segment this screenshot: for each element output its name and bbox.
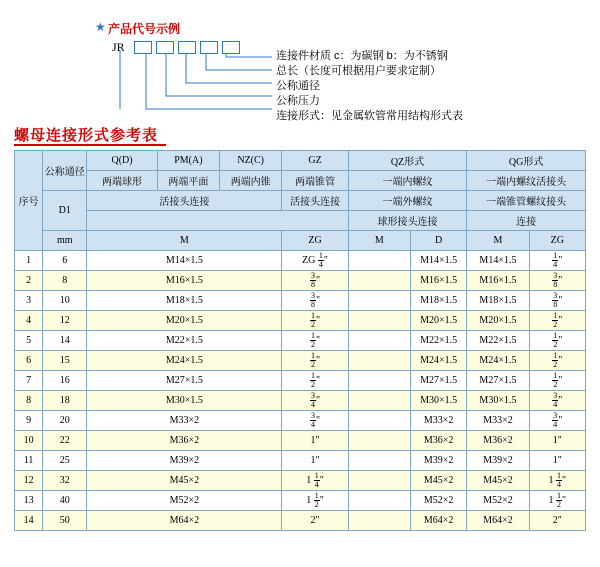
cell-gz: 1 $\frac{1}{4}$ " <box>282 471 348 491</box>
cell-gz: $\frac{3}{4}$ " <box>282 391 348 411</box>
table-row <box>15 311 586 331</box>
cell-index: 5 <box>15 331 43 351</box>
header-union-connection: 活接头连接 <box>87 191 282 211</box>
table-row <box>15 411 586 431</box>
header-group-qz: QZ形式 <box>348 151 467 171</box>
cell-qz-d: M30×1.5 <box>411 391 467 411</box>
header-unit-qg-m: M <box>467 231 529 251</box>
legend-label-nominal-pressure: 公称压力 <box>276 95 320 107</box>
cell-index: 6 <box>15 351 43 371</box>
table-header-row-1 <box>15 151 586 171</box>
cell-index: 8 <box>15 391 43 411</box>
header-gz-desc: 两端锥管 <box>282 171 348 191</box>
cell-dn: 20 <box>43 411 87 431</box>
cell-qz-m <box>348 251 410 271</box>
cell-qz-d: M22×1.5 <box>411 331 467 351</box>
cell-qz-d: M39×2 <box>411 451 467 471</box>
cell-qg-m: M18×1.5 <box>467 291 529 311</box>
cell-qg-m: M36×2 <box>467 431 529 451</box>
cell-dn: 14 <box>43 331 87 351</box>
cell-qg-zg: 2" <box>529 511 585 531</box>
table-header-row-5 <box>15 231 586 251</box>
header-group-gz: GZ <box>282 151 348 171</box>
table-row <box>15 451 586 471</box>
header-qg-connect: 连接 <box>467 211 586 231</box>
table-row <box>15 371 586 391</box>
cell-gz: 1" <box>282 451 348 471</box>
cell-qz-m <box>348 331 410 351</box>
header-qz-desc: 一端内螺纹 <box>348 171 467 191</box>
table-row <box>15 291 586 311</box>
cell-qz-d: M52×2 <box>411 491 467 511</box>
header-d1: D1 <box>43 191 87 231</box>
star-icon: ★ <box>95 20 106 34</box>
cell-dn: 6 <box>43 251 87 271</box>
cell-index: 11 <box>15 451 43 471</box>
header-unit-qg-zg: ZG <box>529 231 585 251</box>
header-nominal-diameter: 公称通径 <box>43 151 87 191</box>
cell-m: M30×1.5 <box>87 391 282 411</box>
table-row <box>15 251 586 271</box>
cell-index: 9 <box>15 411 43 431</box>
cell-qz-m <box>348 491 410 511</box>
header-qd-desc: 两端球形 <box>87 171 157 191</box>
cell-qg-zg: 1" <box>529 451 585 471</box>
section-underline <box>14 144 166 146</box>
cell-m: M33×2 <box>87 411 282 431</box>
cell-qg-m: M22×1.5 <box>467 331 529 351</box>
cell-dn: 15 <box>43 351 87 371</box>
table-row <box>15 391 586 411</box>
cell-qz-d: M36×2 <box>411 431 467 451</box>
legend-label-connection-type: 连接形式：见金属软管常用结构形式表 <box>276 110 463 122</box>
cell-qg-zg: $\frac{1}{2}$ " <box>529 351 585 371</box>
cell-qg-zg: 1" <box>529 431 585 451</box>
cell-qg-m: M16×1.5 <box>467 271 529 291</box>
cell-dn: 32 <box>43 471 87 491</box>
table-row <box>15 351 586 371</box>
cell-m: M20×1.5 <box>87 311 282 331</box>
table-header-row-2 <box>15 171 586 191</box>
section-title: 螺母连接形式参考表 <box>14 127 159 144</box>
header-unit-qz-m: M <box>348 231 410 251</box>
cell-qg-zg: $\frac{1}{4}$ " <box>529 251 585 271</box>
cell-index: 2 <box>15 271 43 291</box>
header-group-qg: QG形式 <box>467 151 586 171</box>
cell-qg-zg: $\frac{1}{2}$ " <box>529 311 585 331</box>
cell-qg-zg: $\frac{3}{4}$ " <box>529 391 585 411</box>
cell-qz-m <box>348 511 410 531</box>
header-gz-union: 活接头连接 <box>282 191 348 211</box>
cell-qg-m: M64×2 <box>467 511 529 531</box>
table-row <box>15 431 586 451</box>
cell-index: 12 <box>15 471 43 491</box>
cell-qg-m: M45×2 <box>467 471 529 491</box>
table-row <box>15 271 586 291</box>
cell-gz: $\frac{1}{2}$ " <box>282 371 348 391</box>
cell-qz-m <box>348 451 410 471</box>
cell-qz-m <box>348 351 410 371</box>
cell-qg-zg: $\frac{1}{2}$ " <box>529 371 585 391</box>
legend-label-nominal-diameter: 公称通径 <box>276 80 320 92</box>
cell-qz-m <box>348 291 410 311</box>
cell-gz: $\frac{1}{2}$ " <box>282 311 348 331</box>
cell-m: M22×1.5 <box>87 331 282 351</box>
cell-qz-m <box>348 311 410 331</box>
cell-index: 1 <box>15 251 43 271</box>
header-unit-qz-d: D <box>411 231 467 251</box>
cell-m: M36×2 <box>87 431 282 451</box>
cell-qg-m: M14×1.5 <box>467 251 529 271</box>
cell-m: M18×1.5 <box>87 291 282 311</box>
legend-label-material: 连接件材质 c：为碳钢 b：为不锈钢 <box>276 50 448 62</box>
cell-m: M45×2 <box>87 471 282 491</box>
cell-qz-m <box>348 411 410 431</box>
table-row <box>15 491 586 511</box>
cell-qg-m: M27×1.5 <box>467 371 529 391</box>
product-code-legend <box>0 0 600 120</box>
cell-gz: $\frac{3}{4}$ " <box>282 411 348 431</box>
cell-qg-m: M20×1.5 <box>467 311 529 331</box>
header-qg-desc: 一端内螺纹活接头 <box>467 171 586 191</box>
cell-dn: 12 <box>43 311 87 331</box>
cell-qz-d: M33×2 <box>411 411 467 431</box>
cell-dn: 25 <box>43 451 87 471</box>
cell-dn: 50 <box>43 511 87 531</box>
cell-m: M16×1.5 <box>87 271 282 291</box>
code-prefix: JR <box>112 40 125 54</box>
cell-qz-d: M45×2 <box>411 471 467 491</box>
cell-gz: 1 $\frac{1}{2}$ " <box>282 491 348 511</box>
header-index: 序号 <box>15 151 43 251</box>
cell-qz-m <box>348 271 410 291</box>
cell-qg-m: M39×2 <box>467 451 529 471</box>
cell-qg-zg: $\frac{3}{4}$ " <box>529 411 585 431</box>
cell-qz-d: M16×1.5 <box>411 271 467 291</box>
cell-qz-m <box>348 371 410 391</box>
cell-m: M39×2 <box>87 451 282 471</box>
cell-gz: ZG $\frac{1}{4}$ " <box>282 251 348 271</box>
table-header-row-4 <box>15 211 586 231</box>
cell-qz-d: M64×2 <box>411 511 467 531</box>
cell-gz: $\frac{3}{8}$ " <box>282 271 348 291</box>
table-header-row-3 <box>15 191 586 211</box>
cell-m: M52×2 <box>87 491 282 511</box>
cell-dn: 40 <box>43 491 87 511</box>
cell-qz-d: M14×1.5 <box>411 251 467 271</box>
cell-dn: 16 <box>43 371 87 391</box>
cell-qg-zg: $\frac{3}{8}$ " <box>529 271 585 291</box>
header-qg-taper-thread: 一端锥管螺纹接头 <box>467 191 586 211</box>
legend-label-total-length: 总长（长度可根据用户要求定制） <box>276 65 441 77</box>
cell-qz-d: M20×1.5 <box>411 311 467 331</box>
header-blank-1 <box>87 211 348 231</box>
cell-gz: 1" <box>282 431 348 451</box>
cell-qz-d: M27×1.5 <box>411 371 467 391</box>
cell-qz-d: M24×1.5 <box>411 351 467 371</box>
table-row <box>15 471 586 491</box>
cell-index: 4 <box>15 311 43 331</box>
table-row <box>15 511 586 531</box>
cell-index: 3 <box>15 291 43 311</box>
cell-m: M14×1.5 <box>87 251 282 271</box>
cell-qg-zg: 1 $\frac{1}{2}$ " <box>529 491 585 511</box>
header-qz-ball-joint: 球形接头连接 <box>348 211 467 231</box>
cell-gz: 2" <box>282 511 348 531</box>
cell-qg-m: M52×2 <box>467 491 529 511</box>
cell-m: M64×2 <box>87 511 282 531</box>
cell-qg-m: M33×2 <box>467 411 529 431</box>
cell-qz-d: M18×1.5 <box>411 291 467 311</box>
cell-qz-m <box>348 471 410 491</box>
header-unit-mm: mm <box>43 231 87 251</box>
cell-gz: $\frac{3}{8}$ " <box>282 291 348 311</box>
header-unit-zg: ZG <box>282 231 348 251</box>
nut-connection-table <box>14 150 586 531</box>
cell-qg-m: M30×1.5 <box>467 391 529 411</box>
header-group-qd: Q(D) <box>87 151 157 171</box>
cell-qz-m <box>348 431 410 451</box>
cell-qg-zg: $\frac{1}{2}$ " <box>529 331 585 351</box>
cell-index: 10 <box>15 431 43 451</box>
cell-m: M27×1.5 <box>87 371 282 391</box>
cell-qg-zg: 1 $\frac{1}{4}$ " <box>529 471 585 491</box>
cell-index: 13 <box>15 491 43 511</box>
cell-dn: 8 <box>43 271 87 291</box>
cell-dn: 22 <box>43 431 87 451</box>
legend-title: 产品代号示例 <box>108 22 181 36</box>
cell-m: M24×1.5 <box>87 351 282 371</box>
cell-dn: 18 <box>43 391 87 411</box>
cell-qg-m: M24×1.5 <box>467 351 529 371</box>
cell-gz: $\frac{1}{2}$ " <box>282 331 348 351</box>
header-group-nzc: NZ(C) <box>220 151 282 171</box>
header-unit-m: M <box>87 231 282 251</box>
cell-gz: $\frac{1}{2}$ " <box>282 351 348 371</box>
header-qz-external-thread: 一端外螺纹 <box>348 191 467 211</box>
cell-index: 14 <box>15 511 43 531</box>
cell-qz-m <box>348 391 410 411</box>
legend-label-list <box>276 50 463 125</box>
header-nzc-desc: 两端内锥 <box>220 171 282 191</box>
header-group-pma: PM(A) <box>157 151 219 171</box>
table-row <box>15 331 586 351</box>
cell-index: 7 <box>15 371 43 391</box>
cell-qg-zg: $\frac{3}{8}$ " <box>529 291 585 311</box>
header-pma-desc: 两端平面 <box>157 171 219 191</box>
cell-dn: 10 <box>43 291 87 311</box>
